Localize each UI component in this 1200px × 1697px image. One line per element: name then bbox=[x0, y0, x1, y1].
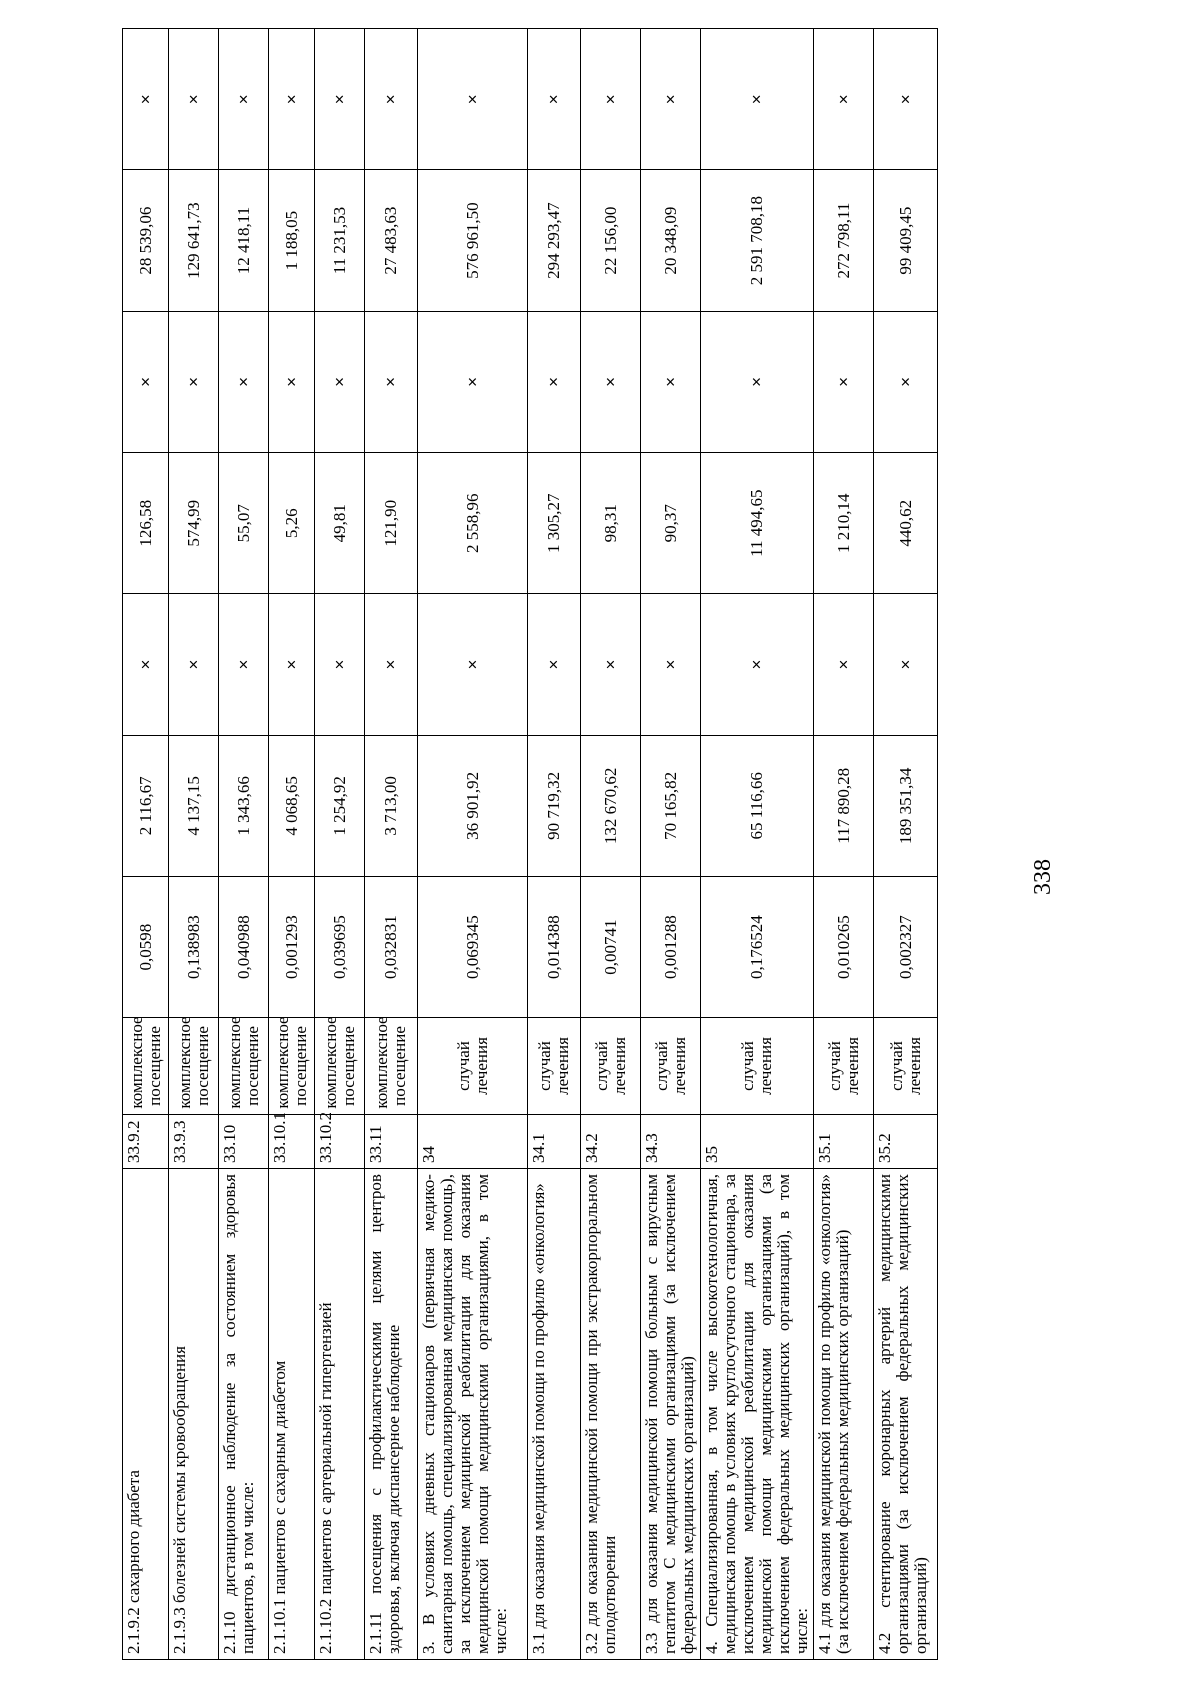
row-total-cost: 129 641,73 bbox=[169, 170, 219, 311]
row-name: 2.1.10.1 пациентов с сахарным диабетом bbox=[269, 1169, 315, 1660]
row-empty-mark: × bbox=[123, 594, 169, 735]
row-per-capita: 49,81 bbox=[315, 453, 365, 594]
row-empty-mark: × bbox=[814, 594, 874, 735]
row-empty-mark: × bbox=[528, 29, 581, 170]
row-unit-cost: 65 116,66 bbox=[701, 735, 814, 876]
row-unit-cost: 4 068,65 bbox=[269, 735, 315, 876]
row-empty-mark: × bbox=[418, 594, 528, 735]
row-unit: комплексное посещение bbox=[365, 1018, 418, 1114]
row-total-cost: 2 591 708,18 bbox=[701, 170, 814, 311]
row-code: 33.10.1 bbox=[269, 1114, 315, 1168]
row-empty-mark: × bbox=[219, 594, 269, 735]
row-total-cost: 576 961,50 bbox=[418, 170, 528, 311]
row-volume-norm: 0,014388 bbox=[528, 877, 581, 1018]
row-empty-mark: × bbox=[123, 29, 169, 170]
row-empty-mark: × bbox=[641, 29, 701, 170]
row-total-cost: 20 348,09 bbox=[641, 170, 701, 311]
row-unit-cost: 117 890,28 bbox=[814, 735, 874, 876]
table-row bbox=[701, 29, 814, 1660]
table-row bbox=[123, 29, 169, 1660]
row-empty-mark: × bbox=[219, 29, 269, 170]
row-per-capita: 2 558,96 bbox=[418, 453, 528, 594]
row-unit-cost: 132 670,62 bbox=[581, 735, 641, 876]
row-empty-mark: × bbox=[874, 594, 938, 735]
row-unit-cost: 1 343,66 bbox=[219, 735, 269, 876]
row-volume-norm: 0,0598 bbox=[123, 877, 169, 1018]
row-unit: случай лечения bbox=[814, 1018, 874, 1114]
row-empty-mark: × bbox=[418, 29, 528, 170]
row-name: 4. Специализированная, в том числе высокотехнологичная, медицинская помощь в условиях круглосуточного стационара, за исключением медицинской реабилитации для оказания медицинской помощи медицинскими организациями (за исключением федеральных медицинских организаций), в том числе: bbox=[701, 1169, 814, 1660]
row-code: 34.3 bbox=[641, 1114, 701, 1168]
row-unit-cost: 36 901,92 bbox=[418, 735, 528, 876]
row-per-capita: 1 305,27 bbox=[528, 453, 581, 594]
table-row bbox=[874, 29, 938, 1660]
row-total-cost: 272 798,11 bbox=[814, 170, 874, 311]
row-volume-norm: 0,00741 bbox=[581, 877, 641, 1018]
row-code: 35.2 bbox=[874, 1114, 938, 1168]
row-unit: случай лечения bbox=[528, 1018, 581, 1114]
row-volume-norm: 0,039695 bbox=[315, 877, 365, 1018]
row-empty-mark: × bbox=[581, 594, 641, 735]
row-unit: случай лечения bbox=[701, 1018, 814, 1114]
row-empty-mark: × bbox=[315, 311, 365, 452]
row-empty-mark: × bbox=[701, 311, 814, 452]
row-empty-mark: × bbox=[169, 594, 219, 735]
row-per-capita: 98,31 bbox=[581, 453, 641, 594]
row-total-cost: 12 418,11 bbox=[219, 170, 269, 311]
row-empty-mark: × bbox=[641, 311, 701, 452]
table-row bbox=[641, 29, 701, 1660]
row-empty-mark: × bbox=[528, 311, 581, 452]
row-empty-mark: × bbox=[365, 311, 418, 452]
row-unit-cost: 90 719,32 bbox=[528, 735, 581, 876]
row-code: 35 bbox=[701, 1114, 814, 1168]
row-code: 33.10.2 bbox=[315, 1114, 365, 1168]
table-row bbox=[418, 29, 528, 1660]
row-empty-mark: × bbox=[581, 29, 641, 170]
row-per-capita: 11 494,65 bbox=[701, 453, 814, 594]
row-unit: комплексное посещение bbox=[219, 1018, 269, 1114]
row-name: 3.3 для оказания медицинской помощи больным с вирусным гепатитом С медицинскими организациями (за исключением федеральных медицинских организаций) bbox=[641, 1169, 701, 1660]
row-name: 4.2 стентирование коронарных артерий медицинскими организациями (за исключением федеральных медицинских организаций) bbox=[874, 1169, 938, 1660]
row-name: 3.1 для оказания медицинской помощи по профилю «онкология» bbox=[528, 1169, 581, 1660]
table-row bbox=[365, 29, 418, 1660]
row-total-cost: 294 293,47 bbox=[528, 170, 581, 311]
tariff-table bbox=[122, 28, 938, 1660]
table-row bbox=[169, 29, 219, 1660]
row-unit: случай лечения bbox=[581, 1018, 641, 1114]
row-per-capita: 55,07 bbox=[219, 453, 269, 594]
row-per-capita: 5,26 bbox=[269, 453, 315, 594]
row-per-capita: 1 210,14 bbox=[814, 453, 874, 594]
row-empty-mark: × bbox=[874, 311, 938, 452]
row-unit: комплексное посещение bbox=[269, 1018, 315, 1114]
row-total-cost: 27 483,63 bbox=[365, 170, 418, 311]
row-unit-cost: 3 713,00 bbox=[365, 735, 418, 876]
row-unit: комплексное посещение bbox=[169, 1018, 219, 1114]
row-total-cost: 1 188,05 bbox=[269, 170, 315, 311]
row-unit: случай лечения bbox=[874, 1018, 938, 1114]
row-name: 4.1 для оказания медицинской помощи по профилю «онкология» (за исключением федеральных медицинских организаций) bbox=[814, 1169, 874, 1660]
row-per-capita: 121,90 bbox=[365, 453, 418, 594]
row-code: 33.11 bbox=[365, 1114, 418, 1168]
row-volume-norm: 0,176524 bbox=[701, 877, 814, 1018]
row-empty-mark: × bbox=[701, 29, 814, 170]
row-name: 2.1.9.3 болезней системы кровообращения bbox=[169, 1169, 219, 1660]
row-code: 34 bbox=[418, 1114, 528, 1168]
row-empty-mark: × bbox=[418, 311, 528, 452]
row-name: 2.1.10.2 пациентов с артериальной гипертензией bbox=[315, 1169, 365, 1660]
row-unit-cost: 4 137,15 bbox=[169, 735, 219, 876]
row-empty-mark: × bbox=[581, 311, 641, 452]
row-empty-mark: × bbox=[123, 311, 169, 452]
row-total-cost: 11 231,53 bbox=[315, 170, 365, 311]
row-code: 34.2 bbox=[581, 1114, 641, 1168]
row-volume-norm: 0,040988 bbox=[219, 877, 269, 1018]
row-code: 33.9.3 bbox=[169, 1114, 219, 1168]
row-empty-mark: × bbox=[269, 311, 315, 452]
row-empty-mark: × bbox=[701, 594, 814, 735]
row-code: 33.10 bbox=[219, 1114, 269, 1168]
row-empty-mark: × bbox=[814, 29, 874, 170]
row-volume-norm: 0,002327 bbox=[874, 877, 938, 1018]
table-row bbox=[814, 29, 874, 1660]
row-empty-mark: × bbox=[269, 594, 315, 735]
row-volume-norm: 0,032831 bbox=[365, 877, 418, 1018]
table-row bbox=[315, 29, 365, 1660]
table-row bbox=[269, 29, 315, 1660]
row-volume-norm: 0,001293 bbox=[269, 877, 315, 1018]
row-per-capita: 574,99 bbox=[169, 453, 219, 594]
row-name: 2.1.9.2 сахарного диабета bbox=[123, 1169, 169, 1660]
row-unit: случай лечения bbox=[641, 1018, 701, 1114]
row-unit: комплексное посещение bbox=[123, 1018, 169, 1114]
row-code: 33.9.2 bbox=[123, 1114, 169, 1168]
row-name: 3.2 для оказания медицинской помощи при экстракорпоральном оплодотворении bbox=[581, 1169, 641, 1660]
table-row bbox=[581, 29, 641, 1660]
row-empty-mark: × bbox=[169, 29, 219, 170]
row-unit: комплексное посещение bbox=[315, 1018, 365, 1114]
row-empty-mark: × bbox=[315, 594, 365, 735]
row-empty-mark: × bbox=[874, 29, 938, 170]
row-empty-mark: × bbox=[219, 311, 269, 452]
row-unit-cost: 70 165,82 bbox=[641, 735, 701, 876]
page-number: 338 bbox=[1030, 859, 1056, 895]
row-name: 2.1.11 посещения с профилактическими целями центров здоровья, включая диспансерное наблюдение bbox=[365, 1169, 418, 1660]
row-per-capita: 126,58 bbox=[123, 453, 169, 594]
row-per-capita: 90,37 bbox=[641, 453, 701, 594]
row-name: 2.1.10 дистанционное наблюдение за состоянием здоровья пациентов, в том числе: bbox=[219, 1169, 269, 1660]
row-unit: случай лечения bbox=[418, 1018, 528, 1114]
row-empty-mark: × bbox=[169, 311, 219, 452]
row-per-capita: 440,62 bbox=[874, 453, 938, 594]
row-volume-norm: 0,001288 bbox=[641, 877, 701, 1018]
row-total-cost: 22 156,00 bbox=[581, 170, 641, 311]
row-unit-cost: 2 116,67 bbox=[123, 735, 169, 876]
row-empty-mark: × bbox=[315, 29, 365, 170]
row-empty-mark: × bbox=[365, 29, 418, 170]
row-empty-mark: × bbox=[814, 311, 874, 452]
table-row bbox=[219, 29, 269, 1660]
row-code: 35.1 bbox=[814, 1114, 874, 1168]
row-name: 3. В условиях дневных стационаров (первичная медико-санитарная помощь, специализированная медицинская помощь), за исключением медицинской реабилитации для оказания медицинской помощи медицинскими организациями, в том числе: bbox=[418, 1169, 528, 1660]
row-empty-mark: × bbox=[528, 594, 581, 735]
row-unit-cost: 189 351,34 bbox=[874, 735, 938, 876]
row-total-cost: 99 409,45 bbox=[874, 170, 938, 311]
row-empty-mark: × bbox=[365, 594, 418, 735]
row-empty-mark: × bbox=[269, 29, 315, 170]
row-volume-norm: 0,010265 bbox=[814, 877, 874, 1018]
row-empty-mark: × bbox=[641, 594, 701, 735]
row-code: 34.1 bbox=[528, 1114, 581, 1168]
row-unit-cost: 1 254,92 bbox=[315, 735, 365, 876]
row-volume-norm: 0,069345 bbox=[418, 877, 528, 1018]
row-volume-norm: 0,138983 bbox=[169, 877, 219, 1018]
table-row bbox=[528, 29, 581, 1660]
row-total-cost: 28 539,06 bbox=[123, 170, 169, 311]
